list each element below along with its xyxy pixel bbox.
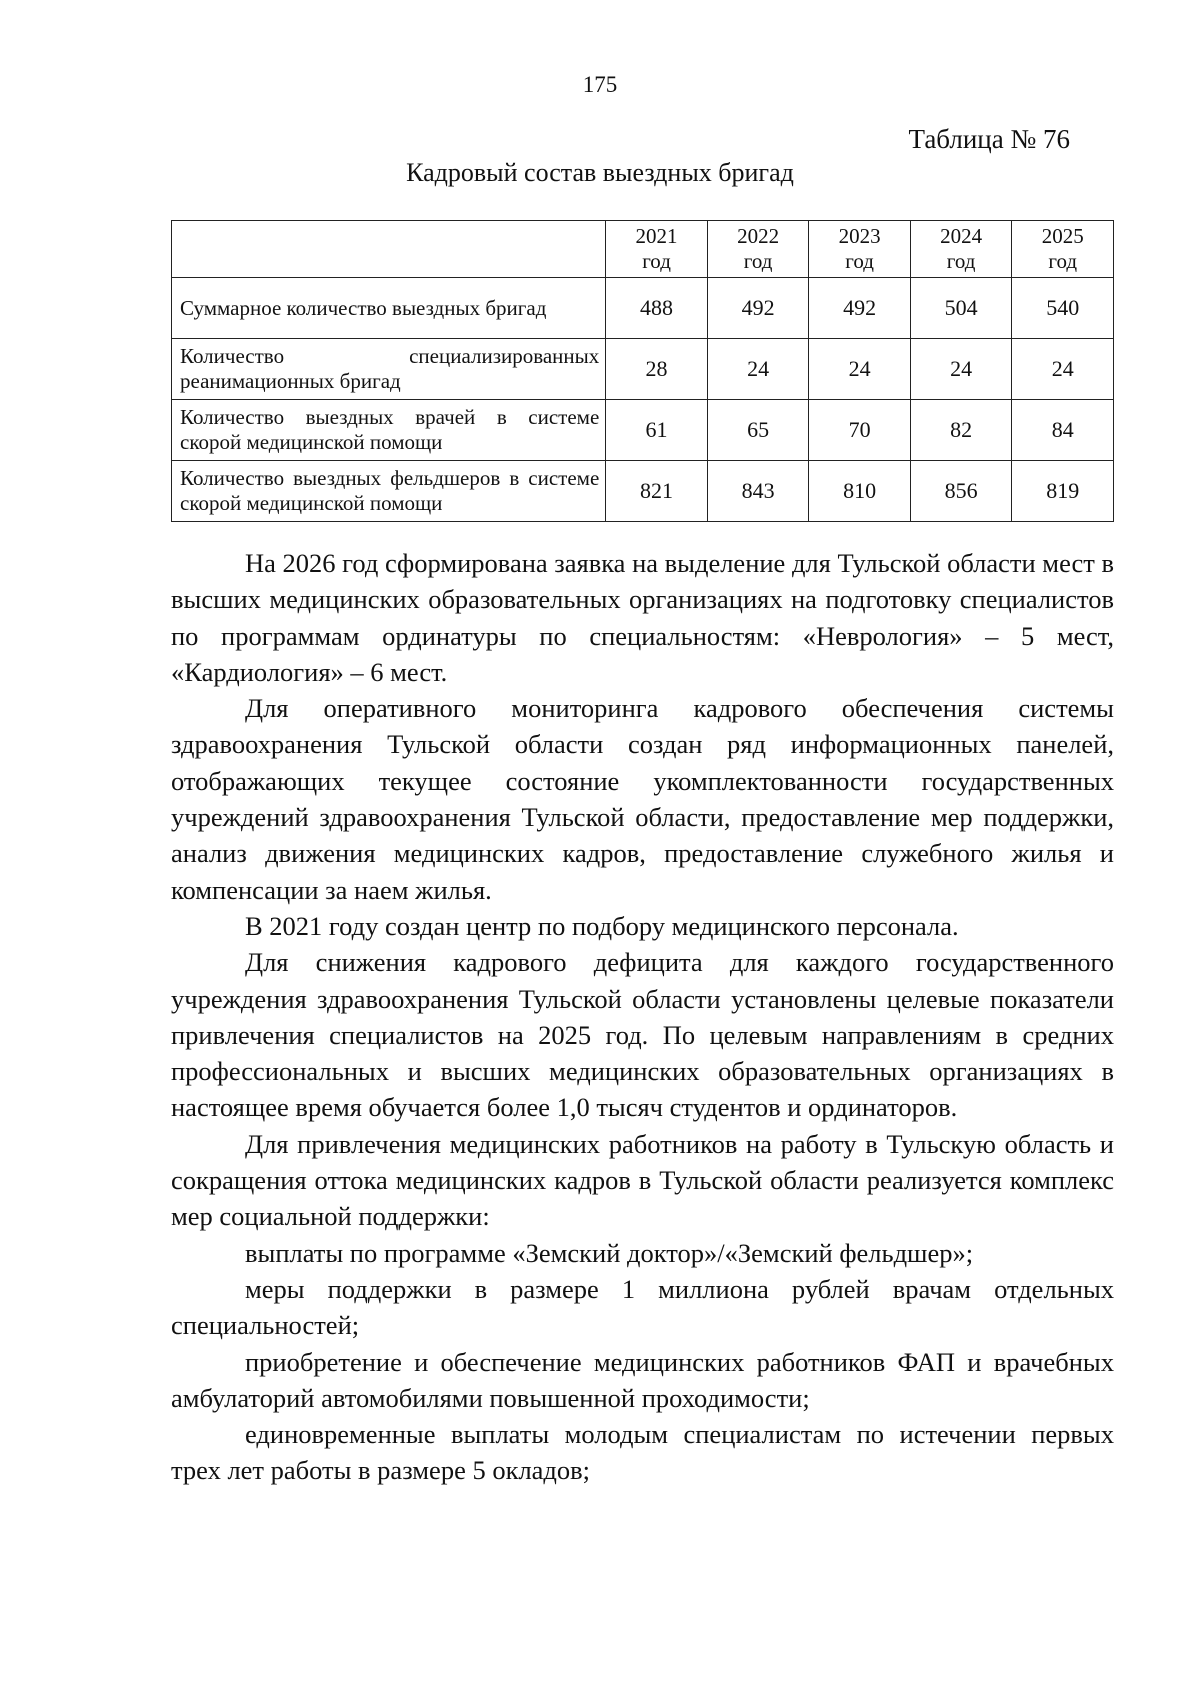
table-row <box>172 461 1114 522</box>
row-label: Количество выездных фельдшеров в системе скорой медицинской помощи <box>172 461 606 522</box>
paragraph: Для привлечения медицинских работников на работу в Тульскую область и сокращения оттока медицинских кадров в Тульской области реализуется комплекс мер социальной поддержки: <box>171 1128 1114 1232</box>
row-label: Количество специализированных реанимационных бригад <box>172 339 606 400</box>
row-label: Количество выездных врачей в системе скорой медицинской помощи <box>172 400 606 461</box>
paragraph: На 2026 год сформирована заявка на выделение для Тульской области мест в высших медицинских образовательных организациях на подготовку специалистов по программам ординатуры по специальностям: «Неврология» – 5 мест, «Кардиология» – 6 мест. <box>171 548 1114 687</box>
body-text <box>171 545 1114 1489</box>
table-cell: 540 <box>1012 278 1114 339</box>
table-cell: 24 <box>809 339 911 400</box>
paragraph: приобретение и обеспечение медицинских работников ФАП и врачебных амбулаторий автомобилями повышенной проходимости; <box>171 1346 1114 1413</box>
table-cell: 504 <box>910 278 1012 339</box>
table-cell: 492 <box>809 278 911 339</box>
row-label: Суммарное количество выездных бригад <box>172 278 606 339</box>
column-header: 2024 год <box>910 221 1012 278</box>
table-title: Кадровый состав выездных бригад <box>406 158 794 187</box>
table-row <box>172 400 1114 461</box>
paragraph: В 2021 году создан центр по подбору медицинского персонала. <box>245 910 959 941</box>
table-cell: 819 <box>1012 461 1114 522</box>
table-cell: 70 <box>809 400 911 461</box>
table-cell: 65 <box>707 400 809 461</box>
staffing-table <box>171 220 1114 522</box>
table-cell: 492 <box>707 278 809 339</box>
page-number: 175 <box>582 72 618 97</box>
table-corner-cell <box>172 221 606 278</box>
table-cell: 24 <box>910 339 1012 400</box>
table-cell: 810 <box>809 461 911 522</box>
table-cell: 28 <box>606 339 708 400</box>
table-cell: 24 <box>707 339 809 400</box>
table-row <box>172 339 1114 400</box>
paragraph: Для снижения кадрового дефицита для каждого государственного учреждения здравоохранения Тульской области установлены целевые показатели привлечения специалистов на 2025 год. По целевым направлениям в средних профессиональных и высших медицинских образовательных организациях в настоящее время обучается более 1,0 тысяч студентов и ординаторов. <box>171 947 1114 1123</box>
column-header: 2022 год <box>707 221 809 278</box>
table-cell: 856 <box>910 461 1012 522</box>
table-cell: 82 <box>910 400 1012 461</box>
paragraph: меры поддержки в размере 1 миллиона рублей врачам отдельных специальностей; <box>171 1273 1114 1341</box>
column-header: 2021 год <box>606 221 708 278</box>
table-header-row <box>172 221 1114 278</box>
table-label: Таблица № 76 <box>908 124 1070 154</box>
paragraph: Для оперативного мониторинга кадрового обеспечения системы здравоохранения Тульской области создан ряд информационных панелей, отображающих текущее состояние укомплектованности государственных учреждений здравоохранения Тульской области, предоставление мер поддержки, анализ движения медицинских кадров, предоставление служебного жилья и компенсации за наем жилья. <box>171 693 1114 905</box>
table-row <box>172 278 1114 339</box>
paragraph: единовременные выплаты молодым специалистам по истечении первых трех лет работы в размере 5 окладов; <box>171 1419 1114 1486</box>
paragraph: выплаты по программе «Земский доктор»/«Земский фельдшер»; <box>245 1237 974 1268</box>
table-cell: 821 <box>606 461 708 522</box>
column-header: 2025 год <box>1012 221 1114 278</box>
table-cell: 84 <box>1012 400 1114 461</box>
column-header: 2023 год <box>809 221 911 278</box>
table-cell: 61 <box>606 400 708 461</box>
table-cell: 488 <box>606 278 708 339</box>
table-cell: 24 <box>1012 339 1114 400</box>
table-cell: 843 <box>707 461 809 522</box>
